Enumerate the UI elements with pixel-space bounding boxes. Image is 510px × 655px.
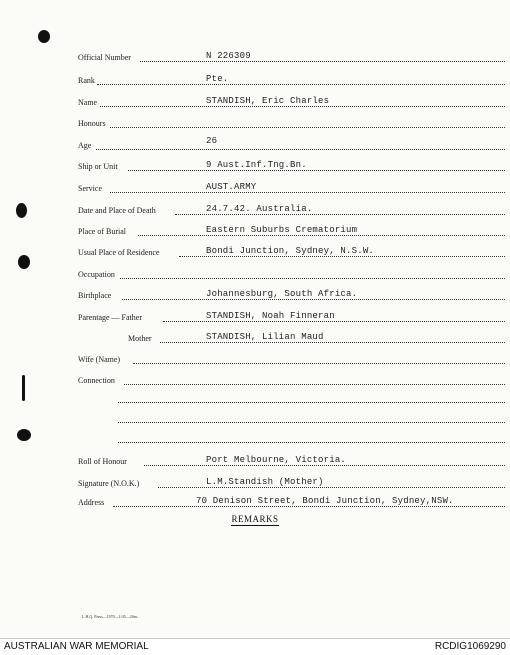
row-birthplace	[0, 290, 510, 304]
value-official-number: N 226309	[206, 51, 251, 61]
row-occupation	[0, 269, 510, 283]
label-roll-of-honour: Roll of Honour	[78, 457, 127, 466]
value-father: STANDISH, Noah Finneran	[206, 311, 335, 321]
label-honours: Honours	[78, 119, 106, 128]
row-name	[0, 97, 510, 111]
footer-record-id: RCDIG1069290	[434, 641, 506, 652]
row-mother	[0, 333, 510, 347]
label-address: Address	[78, 498, 105, 507]
printer-imprint: L.H.Q. Press—1970—1/45—20m.	[82, 614, 138, 619]
archive-footer	[0, 638, 510, 655]
punch-hole-1	[38, 30, 50, 43]
row-roll-of-honour	[0, 456, 510, 470]
row-father	[0, 312, 510, 326]
label-mother: Mother	[128, 334, 152, 343]
row-official-number	[0, 52, 510, 66]
label-father: Parentage — Father	[78, 313, 142, 322]
connection-line-2	[0, 393, 510, 407]
row-age	[0, 136, 510, 154]
value-service: AUST.ARMY	[206, 182, 257, 192]
label-occupation: Occupation	[78, 270, 115, 279]
value-age: 26	[206, 136, 218, 146]
value-address: 70 Denison Street, Bondi Junction, Sydney,NSW.	[196, 496, 454, 506]
row-connection	[0, 375, 510, 389]
connection-line-4	[0, 433, 510, 447]
label-service: Service	[78, 184, 102, 193]
row-ship-or-unit	[0, 161, 510, 175]
label-date-place-death: Date and Place of Death	[78, 206, 156, 215]
row-usual-residence	[0, 247, 510, 261]
value-usual-residence: Bondi Junction, Sydney, N.S.W.	[206, 246, 375, 256]
label-place-of-burial: Place of Burial	[78, 227, 126, 236]
label-official-number: Official Number	[78, 53, 131, 62]
value-ship-or-unit: 9 Aust.Inf.Tng.Bn.	[206, 160, 307, 170]
value-roll-of-honour: Port Melbourne, Victoria.	[206, 455, 347, 465]
row-date-place-death	[0, 205, 510, 219]
row-wife	[0, 354, 510, 368]
label-wife: Wife (Name)	[78, 355, 121, 364]
value-date-place-death: 24.7.42. Australia.	[206, 204, 313, 214]
value-mother: STANDISH, Lilian Maud	[206, 332, 324, 342]
footer-institution: AUSTRALIAN WAR MEMORIAL	[4, 641, 149, 652]
row-rank	[0, 75, 510, 89]
value-birthplace: Johannesburg, South Africa.	[206, 289, 358, 299]
label-ship-or-unit: Ship or Unit	[78, 162, 118, 171]
label-birthplace: Birthplace	[78, 291, 112, 300]
label-age: Age	[78, 141, 92, 150]
label-connection: Connection	[78, 376, 115, 385]
label-signature: Signature (N.O.K.)	[78, 479, 140, 488]
row-signature	[0, 478, 510, 492]
label-rank: Rank	[78, 76, 95, 85]
row-place-of-burial	[0, 226, 510, 240]
value-rank: Pte.	[206, 74, 229, 84]
remarks-heading: REMARKS	[231, 514, 279, 524]
value-place-of-burial: Eastern Suburbs Crematorium	[206, 225, 358, 235]
label-usual-residence: Usual Place of Residence	[78, 248, 160, 257]
label-name: Name	[78, 98, 98, 107]
value-signature: L.M.Standish (Mother)	[206, 477, 324, 487]
value-name: STANDISH, Eric Charles	[206, 96, 330, 106]
row-service	[0, 183, 510, 197]
row-honours	[0, 118, 510, 132]
connection-line-3	[0, 413, 510, 427]
row-address	[0, 497, 510, 511]
